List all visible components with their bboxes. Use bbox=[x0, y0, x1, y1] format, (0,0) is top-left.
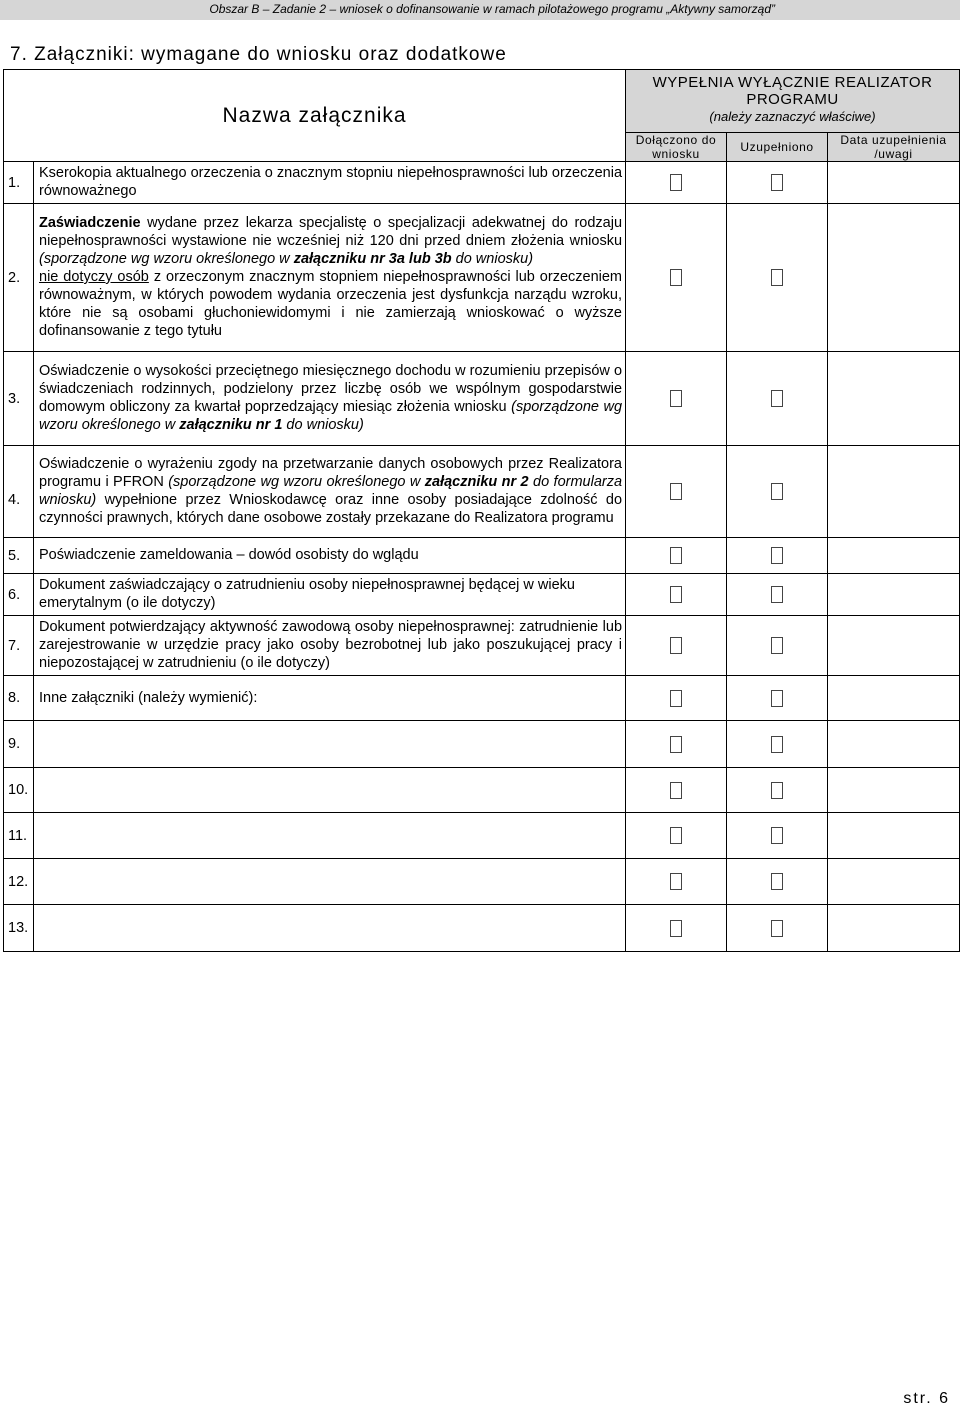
completed-checkbox[interactable] bbox=[771, 483, 783, 500]
attachment-name: Dokument zaświadczający o zatrudnieniu osoby niepełnosprawnej będącej w wieku emerytalnym (o ile dotyczy) bbox=[34, 574, 626, 616]
completed-cell bbox=[727, 905, 828, 952]
date-notes-cell[interactable] bbox=[828, 204, 960, 352]
row-number: 1. bbox=[4, 162, 34, 204]
row-number: 7. bbox=[4, 616, 34, 676]
attached-checkbox[interactable] bbox=[670, 390, 682, 407]
date-notes-cell[interactable] bbox=[828, 574, 960, 616]
date-notes-cell[interactable] bbox=[828, 859, 960, 905]
attachment-name-italic: (sporządzone wg wzoru określonego w bbox=[39, 251, 294, 267]
attachment-name-underlined: nie dotyczy osób bbox=[39, 269, 149, 285]
attached-cell bbox=[626, 768, 727, 813]
table-row bbox=[4, 813, 960, 859]
table-row bbox=[4, 616, 960, 676]
date-notes-cell[interactable] bbox=[828, 162, 960, 204]
completed-checkbox[interactable] bbox=[771, 736, 783, 753]
attachment-name-italic: do formularza wniosku) bbox=[39, 474, 623, 508]
completed-checkbox[interactable] bbox=[771, 782, 783, 799]
attachment-name[interactable] bbox=[34, 813, 626, 859]
attached-cell bbox=[626, 721, 727, 768]
realizator-header bbox=[626, 70, 960, 133]
attached-cell bbox=[626, 352, 727, 446]
attached-checkbox[interactable] bbox=[670, 920, 682, 937]
attachment-name-italic: do wniosku) bbox=[451, 251, 534, 267]
attached-cell bbox=[626, 859, 727, 905]
completed-checkbox[interactable] bbox=[771, 586, 783, 603]
attachment-name-italic: do wniosku) bbox=[282, 417, 364, 433]
completed-checkbox[interactable] bbox=[771, 174, 783, 191]
attached-checkbox[interactable] bbox=[670, 174, 682, 191]
row-number: 12. bbox=[4, 859, 34, 905]
attachment-name bbox=[34, 204, 626, 352]
row-number: 10. bbox=[4, 768, 34, 813]
table-row bbox=[4, 538, 960, 574]
completed-cell bbox=[727, 446, 828, 538]
attachment-name-bold-italic: załączniku nr 2 bbox=[424, 474, 529, 490]
running-header: Obszar B – Zadanie 2 – wniosek o dofinansowanie w ramach pilotażowego programu „Aktywny samorząd” bbox=[0, 0, 960, 20]
completed-cell bbox=[727, 768, 828, 813]
completed-checkbox[interactable] bbox=[771, 827, 783, 844]
attachment-name: Dokument potwierdzający aktywność zawodową osoby niepełnosprawnej: zatrudnienie lub zarejestrowanie w urzędzie pracy jako osoby bezrobotnej lub jako poszukującej pracy i niepozostającej w zatrudnieniu (o ile dotyczy) bbox=[34, 616, 626, 676]
attached-checkbox[interactable] bbox=[670, 547, 682, 564]
completed-checkbox[interactable] bbox=[771, 690, 783, 707]
completed-cell bbox=[727, 204, 828, 352]
section-title: 7. Załączniki: wymagane do wniosku oraz dodatkowe bbox=[10, 44, 507, 65]
page-number: str. 6 bbox=[903, 1390, 950, 1407]
realizator-header-note: (należy zaznaczyć właściwe) bbox=[709, 109, 876, 124]
completed-checkbox[interactable] bbox=[771, 920, 783, 937]
date-notes-cell[interactable] bbox=[828, 676, 960, 721]
attachments-table bbox=[3, 69, 960, 952]
attached-cell bbox=[626, 446, 727, 538]
attachment-name-text: z orzeczonym znacznym stopniem niepełnosprawności lub orzeczeniem równoważnym, w których powodem wydania orzeczenia jest dysfunkcja narządu wzroku, które nie są osobami głuchoniewidomymi i nie zamierzają wnioskować o wyższe dofinansowanie z tego tytułu bbox=[39, 269, 623, 339]
attached-cell bbox=[626, 813, 727, 859]
attachment-name-text: Oświadczenie o wysokości przeciętnego miesięcznego dochodu w rozumieniu przepisów o świadczeniach rodzinnych, podzielony przez liczbę osób we wspólnym gospodarstwie domowym obliczony za kwartał poprzedzający miesiąc złożenia wniosku bbox=[39, 363, 623, 415]
attached-cell bbox=[626, 162, 727, 204]
attached-cell bbox=[626, 204, 727, 352]
attachment-name: Inne załączniki (należy wymienić): bbox=[34, 676, 626, 721]
table-row bbox=[4, 352, 960, 446]
table-row bbox=[4, 574, 960, 616]
attachment-name-italic: (sporządzone wg wzoru określonego w bbox=[168, 474, 425, 490]
completed-cell bbox=[727, 721, 828, 768]
attachment-name: Poświadczenie zameldowania – dowód osobisty do wglądu bbox=[34, 538, 626, 574]
table-row bbox=[4, 905, 960, 952]
column-header-name: Nazwa załącznika bbox=[4, 70, 626, 162]
attachment-name[interactable] bbox=[34, 859, 626, 905]
row-number: 2. bbox=[4, 204, 34, 352]
row-number: 8. bbox=[4, 676, 34, 721]
date-notes-cell[interactable] bbox=[828, 538, 960, 574]
attached-cell bbox=[626, 676, 727, 721]
completed-cell bbox=[727, 676, 828, 721]
date-notes-cell[interactable] bbox=[828, 446, 960, 538]
attached-checkbox[interactable] bbox=[670, 782, 682, 799]
attached-cell bbox=[626, 905, 727, 952]
date-notes-cell[interactable] bbox=[828, 616, 960, 676]
completed-cell bbox=[727, 574, 828, 616]
attachment-name-italic: (sporządzone wg wzoru określonego w bbox=[39, 399, 623, 433]
date-notes-cell[interactable] bbox=[828, 721, 960, 768]
attached-cell bbox=[626, 538, 727, 574]
completed-checkbox[interactable] bbox=[771, 637, 783, 654]
attachment-name[interactable] bbox=[34, 768, 626, 813]
attachment-name-text: wydane przez lekarza specjalistę o specjalizacji adekwatnej do rodzaju niepełnosprawności wystawione nie wcześniej niż 120 dni przed dniem złożenia wniosku bbox=[39, 215, 623, 249]
column-header-attached: Dołączono do wniosku bbox=[626, 133, 727, 162]
table-row bbox=[4, 859, 960, 905]
attached-checkbox[interactable] bbox=[670, 827, 682, 844]
row-number: 6. bbox=[4, 574, 34, 616]
attachment-name bbox=[34, 446, 626, 538]
attached-checkbox[interactable] bbox=[670, 736, 682, 753]
attached-checkbox[interactable] bbox=[670, 586, 682, 603]
attached-cell bbox=[626, 574, 727, 616]
table-row bbox=[4, 768, 960, 813]
date-notes-cell[interactable] bbox=[828, 813, 960, 859]
completed-cell bbox=[727, 352, 828, 446]
row-number: 4. bbox=[4, 446, 34, 538]
completed-cell bbox=[727, 859, 828, 905]
completed-cell bbox=[727, 813, 828, 859]
attached-checkbox[interactable] bbox=[670, 873, 682, 890]
column-header-date: Data uzupełnienia /uwagi bbox=[828, 133, 960, 162]
attached-cell bbox=[626, 616, 727, 676]
column-header-completed: Uzupełniono bbox=[727, 133, 828, 162]
attachment-name[interactable] bbox=[34, 905, 626, 952]
row-number: 11. bbox=[4, 813, 34, 859]
completed-cell bbox=[727, 162, 828, 204]
attachment-name-bold-italic: załączniku nr 3a lub 3b bbox=[293, 251, 452, 267]
row-number: 3. bbox=[4, 352, 34, 446]
date-notes-cell[interactable] bbox=[828, 352, 960, 446]
attached-checkbox[interactable] bbox=[670, 269, 682, 286]
attachment-name: Kserokopia aktualnego orzeczenia o znacznym stopniu niepełnosprawności lub orzeczenia równoważnego bbox=[34, 162, 626, 204]
table-row bbox=[4, 446, 960, 538]
completed-checkbox[interactable] bbox=[771, 390, 783, 407]
realizator-header-title: WYPEŁNIA WYŁĄCZNIE REALIZATOR PROGRAMU bbox=[652, 74, 933, 108]
attachment-name-bold-italic: załączniku nr 1 bbox=[179, 417, 283, 433]
table-row bbox=[4, 204, 960, 352]
table-row bbox=[4, 676, 960, 721]
attachment-name-bold: Zaświadczenie bbox=[39, 215, 141, 231]
attachment-name bbox=[34, 352, 626, 446]
completed-checkbox[interactable] bbox=[771, 547, 783, 564]
table-row bbox=[4, 721, 960, 768]
completed-checkbox[interactable] bbox=[771, 269, 783, 286]
row-number: 9. bbox=[4, 721, 34, 768]
completed-cell bbox=[727, 538, 828, 574]
attached-checkbox[interactable] bbox=[670, 690, 682, 707]
date-notes-cell[interactable] bbox=[828, 905, 960, 952]
date-notes-cell[interactable] bbox=[828, 768, 960, 813]
attached-checkbox[interactable] bbox=[670, 637, 682, 654]
attached-checkbox[interactable] bbox=[670, 483, 682, 500]
attachment-name-text: Oświadczenie o wyrażeniu zgody na przetwarzanie danych osobowych przez Realizatora programu i PFRON bbox=[39, 456, 623, 490]
completed-checkbox[interactable] bbox=[771, 873, 783, 890]
row-number: 13. bbox=[4, 905, 34, 952]
attachment-name-text: wypełnione przez Wnioskodawcę oraz inne osoby posiadające zdolność do czynności prawnych, których dane osobowe zostały przekazane do Realizatora programu bbox=[39, 492, 623, 526]
attachment-name[interactable] bbox=[34, 721, 626, 768]
row-number: 5. bbox=[4, 538, 34, 574]
table-row bbox=[4, 162, 960, 204]
completed-cell bbox=[727, 616, 828, 676]
